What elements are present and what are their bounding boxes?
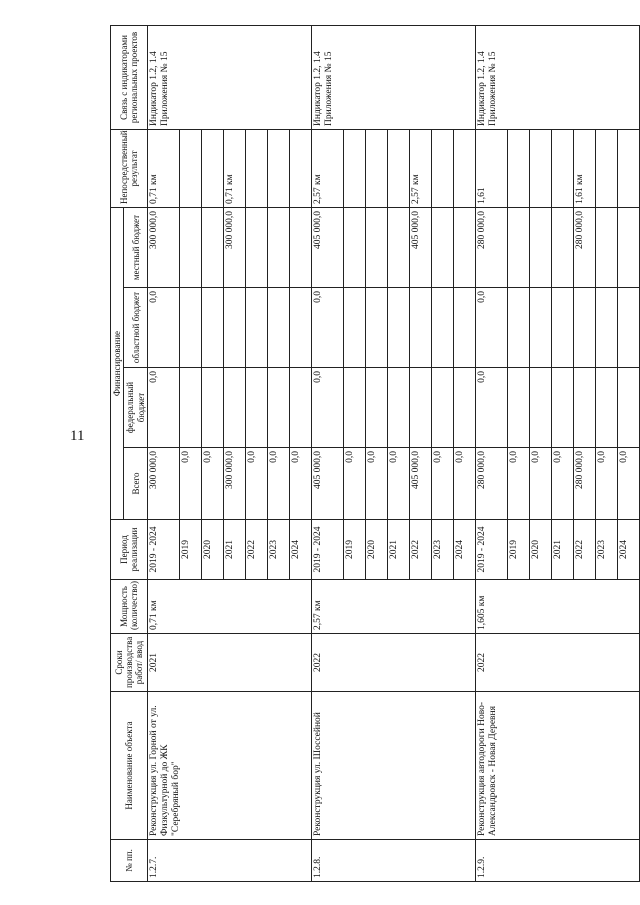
federal-cell (344, 368, 366, 448)
object-name: Реконструкция ул. Горной от ул. Физкультурной до ЖК "Серебряный бор" (148, 692, 312, 840)
regional-cell: 0,0 (148, 288, 180, 368)
period-cell: 2019 - 2024 (476, 520, 508, 580)
total-cell: 0,0 (508, 448, 530, 520)
federal-cell (596, 368, 618, 448)
result-cell: 1,61 км (574, 130, 596, 208)
total-cell: 300 000,0 (148, 448, 180, 520)
period-cell: 2024 (618, 520, 640, 580)
total-cell: 0,0 (366, 448, 388, 520)
regional-cell: 0,0 (312, 288, 344, 368)
period-cell: 2023 (596, 520, 618, 580)
total-cell: 0,0 (432, 448, 454, 520)
regional-cell (410, 288, 432, 368)
federal-cell (432, 368, 454, 448)
federal-cell (508, 368, 530, 448)
local-cell: 300 000,0 (224, 208, 246, 288)
period-cell: 2024 (290, 520, 312, 580)
federal-cell (552, 368, 574, 448)
total-cell: 300 000,0 (224, 448, 246, 520)
result-cell (552, 130, 574, 208)
local-cell (552, 208, 574, 288)
object-term: 2022 (312, 634, 476, 692)
result-cell (618, 130, 640, 208)
regional-cell (268, 288, 290, 368)
object-name: Реконструкция ул. Шоссейной (312, 692, 476, 840)
header-num: № пп. (111, 840, 148, 882)
local-cell: 300 000,0 (148, 208, 180, 288)
local-cell (508, 208, 530, 288)
regional-cell (246, 288, 268, 368)
object-number: 1.2.8. (312, 840, 476, 882)
object-capacity: 2,57 км (312, 580, 476, 634)
federal-cell (290, 368, 312, 448)
local-cell (530, 208, 552, 288)
result-cell (530, 130, 552, 208)
period-cell: 2019 (344, 520, 366, 580)
total-cell: 0,0 (290, 448, 312, 520)
result-cell: 2,57 км (410, 130, 432, 208)
total-cell: 0,0 (268, 448, 290, 520)
local-cell (596, 208, 618, 288)
result-cell: 2,57 км (312, 130, 344, 208)
period-cell: 2020 (366, 520, 388, 580)
total-cell: 405 000,0 (410, 448, 432, 520)
federal-cell (388, 368, 410, 448)
result-cell (246, 130, 268, 208)
federal-cell (530, 368, 552, 448)
regional-cell (180, 288, 202, 368)
page-number: 11 (70, 428, 85, 444)
total-cell: 0,0 (246, 448, 268, 520)
regional-cell (574, 288, 596, 368)
local-cell (268, 208, 290, 288)
header-period: Период реализации (111, 520, 148, 580)
period-cell: 2021 (224, 520, 246, 580)
total-cell: 0,0 (180, 448, 202, 520)
regional-cell (432, 288, 454, 368)
regional-cell (618, 288, 640, 368)
regional-cell (202, 288, 224, 368)
federal-cell (180, 368, 202, 448)
federal-cell (454, 368, 476, 448)
result-cell: 0,71 км (148, 130, 180, 208)
local-cell: 405 000,0 (312, 208, 344, 288)
regional-cell (596, 288, 618, 368)
regional-cell (224, 288, 246, 368)
regional-cell (290, 288, 312, 368)
period-cell: 2019 (180, 520, 202, 580)
table-row (148, 26, 180, 882)
header-regional: областной бюджет (124, 288, 148, 368)
federal-cell: 0,0 (148, 368, 180, 448)
header-capacity: Мощность (количество) (111, 580, 148, 634)
result-cell (388, 130, 410, 208)
header-financing: Финансирование (111, 208, 124, 520)
local-cell (388, 208, 410, 288)
total-cell: 0,0 (552, 448, 574, 520)
period-cell: 2019 (508, 520, 530, 580)
local-cell (344, 208, 366, 288)
period-cell: 2023 (268, 520, 290, 580)
federal-cell (268, 368, 290, 448)
period-cell: 2020 (530, 520, 552, 580)
header-total: Всего (124, 448, 148, 520)
regional-cell (366, 288, 388, 368)
federal-cell (366, 368, 388, 448)
table-row (312, 26, 344, 882)
total-cell: 405 000,0 (312, 448, 344, 520)
indicator-link: Индикатор 1.2, 1.4 Приложения № 15 (148, 26, 312, 130)
indicator-link: Индикатор 1.2, 1.4 Приложения № 15 (312, 26, 476, 130)
local-cell: 405 000,0 (410, 208, 432, 288)
table-body (148, 26, 640, 882)
total-cell: 0,0 (344, 448, 366, 520)
result-cell (596, 130, 618, 208)
total-cell: 280 000,0 (476, 448, 508, 520)
object-capacity: 1,605 км (476, 580, 640, 634)
table-row (476, 26, 508, 882)
header-federal: федеральный бюджет (124, 368, 148, 448)
object-name: Реконструкция автодороги Ново-Александровск - Новая Деревня (476, 692, 640, 840)
result-cell: 0,71 км (224, 130, 246, 208)
federal-cell (202, 368, 224, 448)
local-cell (180, 208, 202, 288)
indicator-link: Индикатор 1.2, 1.4 Приложения № 15 (476, 26, 640, 130)
result-cell (202, 130, 224, 208)
total-cell: 0,0 (454, 448, 476, 520)
total-cell: 0,0 (530, 448, 552, 520)
header-link: Связь с индикаторами региональных проектов (111, 26, 148, 130)
local-cell (246, 208, 268, 288)
regional-cell (552, 288, 574, 368)
header-name: Наименование объекта (111, 692, 148, 840)
local-cell (366, 208, 388, 288)
header-row-1 (111, 26, 124, 882)
local-cell (202, 208, 224, 288)
result-cell (366, 130, 388, 208)
total-cell: 0,0 (618, 448, 640, 520)
local-cell: 280 000,0 (476, 208, 508, 288)
result-cell (268, 130, 290, 208)
header-term: Сроки производства работ/ ввод (111, 634, 148, 692)
result-cell (508, 130, 530, 208)
period-cell: 2019 - 2024 (312, 520, 344, 580)
federal-cell (246, 368, 268, 448)
period-cell: 2022 (574, 520, 596, 580)
object-term: 2021 (148, 634, 312, 692)
regional-cell (344, 288, 366, 368)
result-cell: 1,61 (476, 130, 508, 208)
rotated-table-container (110, 26, 640, 882)
period-cell: 2022 (246, 520, 268, 580)
result-cell (180, 130, 202, 208)
regional-cell: 0,0 (476, 288, 508, 368)
federal-cell: 0,0 (476, 368, 508, 448)
period-cell: 2023 (432, 520, 454, 580)
regional-cell (388, 288, 410, 368)
local-cell (618, 208, 640, 288)
period-cell: 2024 (454, 520, 476, 580)
local-cell (432, 208, 454, 288)
header-local: местный бюджет (124, 208, 148, 288)
federal-cell (574, 368, 596, 448)
local-cell (290, 208, 312, 288)
regional-cell (530, 288, 552, 368)
federal-cell (224, 368, 246, 448)
period-cell: 2021 (552, 520, 574, 580)
object-term: 2022 (476, 634, 640, 692)
period-cell: 2021 (388, 520, 410, 580)
result-cell (432, 130, 454, 208)
federal-cell (618, 368, 640, 448)
financing-table (110, 25, 640, 882)
federal-cell: 0,0 (312, 368, 344, 448)
regional-cell (508, 288, 530, 368)
object-number: 1.2.7. (148, 840, 312, 882)
object-capacity: 0,71 км (148, 580, 312, 634)
period-cell: 2020 (202, 520, 224, 580)
header-result: Непосредственный результат (111, 130, 148, 208)
local-cell (454, 208, 476, 288)
result-cell (454, 130, 476, 208)
object-number: 1.2.9. (476, 840, 640, 882)
period-cell: 2022 (410, 520, 432, 580)
regional-cell (454, 288, 476, 368)
result-cell (344, 130, 366, 208)
total-cell: 0,0 (388, 448, 410, 520)
total-cell: 280 000,0 (574, 448, 596, 520)
total-cell: 0,0 (202, 448, 224, 520)
period-cell: 2019 - 2024 (148, 520, 180, 580)
federal-cell (410, 368, 432, 448)
result-cell (290, 130, 312, 208)
total-cell: 0,0 (596, 448, 618, 520)
local-cell: 280 000,0 (574, 208, 596, 288)
